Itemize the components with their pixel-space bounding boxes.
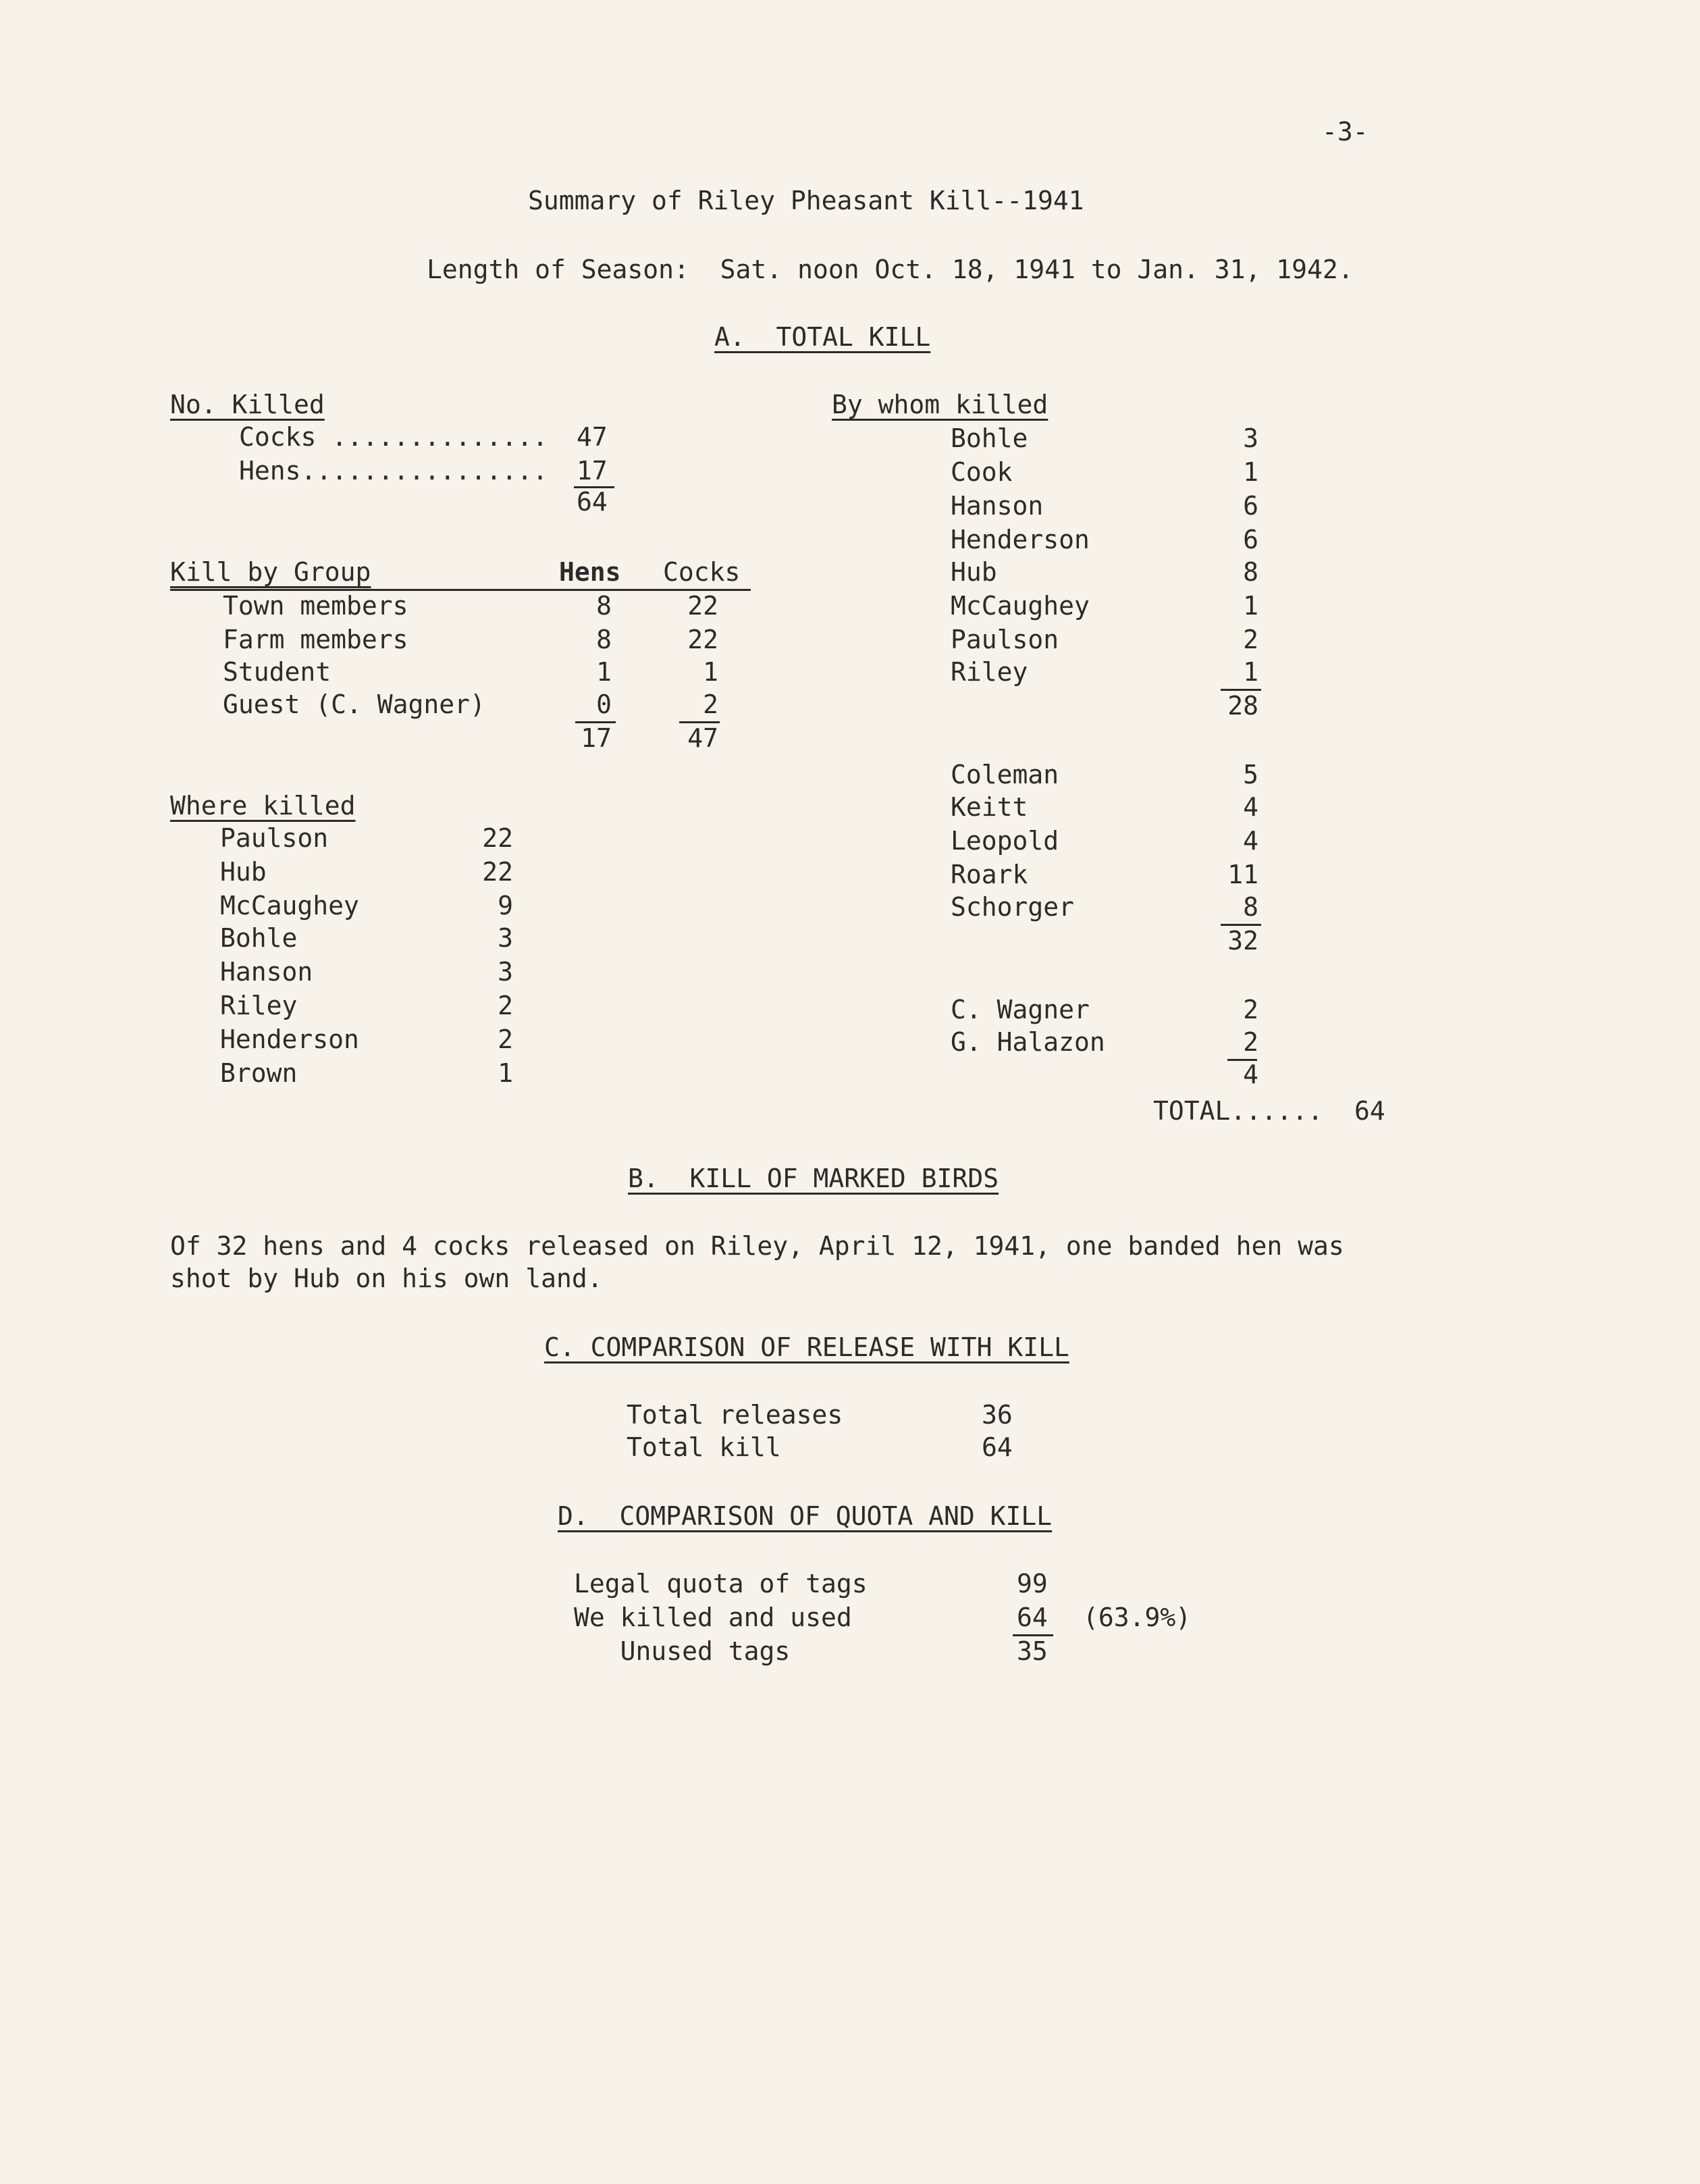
by-whom-row-label: Leopold	[951, 826, 1059, 856]
group-row-label: Guest (C. Wagner)	[223, 690, 485, 719]
where-row-label: Henderson	[220, 1024, 359, 1054]
by-whom-row-value: 3	[1243, 423, 1258, 453]
section-d-percent-note: (63.9%)	[1083, 1603, 1192, 1632]
by-whom-row-value: 5	[1243, 760, 1258, 789]
group-row-label: Student	[223, 657, 331, 687]
group-row-hens: 1	[596, 657, 612, 687]
group-row-cocks: 22	[687, 625, 718, 654]
by-whom-row-value: 1	[1243, 591, 1258, 621]
section-d-row-value: 99	[1017, 1569, 1048, 1598]
where-row-label: Hanson	[220, 957, 313, 987]
by-whom-row-label: Riley	[951, 657, 1028, 687]
where-row-label: Paulson	[220, 823, 329, 853]
where-row-label: Hub	[220, 857, 267, 887]
grand-total-value: 64	[1354, 1096, 1385, 1126]
by-whom-row-label: C. Wagner	[951, 995, 1090, 1024]
by-whom-row-value: 6	[1243, 525, 1258, 554]
section-c-row-value: 64	[982, 1432, 1013, 1462]
where-row-label: Riley	[220, 991, 298, 1020]
where-row-value: 22	[482, 823, 513, 853]
by-whom-row-label: Henderson	[951, 525, 1090, 554]
where-row-value: 3	[498, 923, 513, 953]
by-whom-row-label: Cook	[951, 457, 1013, 487]
by-whom-row-label: G. Halazon	[951, 1027, 1105, 1057]
by-whom-row-value: 4	[1243, 792, 1258, 822]
where-row-value: 22	[482, 857, 513, 887]
by-whom-row-value: 2	[1243, 1027, 1258, 1057]
by-whom-row-value: 4	[1243, 826, 1258, 856]
group-row-cocks: 22	[687, 591, 718, 621]
by-whom-row-value: 1	[1243, 457, 1258, 487]
grand-total-label: TOTAL......	[1153, 1096, 1323, 1126]
where-row-value: 2	[498, 1024, 513, 1054]
where-row-value: 1	[498, 1058, 513, 1088]
by-whom-row-value: 8	[1243, 892, 1258, 922]
group-row-hens: 8	[596, 625, 612, 654]
no-killed-total: 64	[577, 487, 608, 517]
group-total-cocks: 47	[687, 723, 718, 753]
section-c-row-label: Total releases	[627, 1400, 843, 1430]
by-whom-row-label: Schorger	[951, 892, 1075, 922]
group-row-label: Farm members	[223, 625, 408, 654]
section-d-row-label: We killed and used	[574, 1603, 852, 1632]
where-row-value: 9	[498, 891, 513, 920]
where-row-label: Bohle	[220, 923, 298, 953]
section-b-line-2: shot by Hub on his own land.	[170, 1264, 603, 1293]
by-whom-row-label: McCaughey	[951, 591, 1090, 621]
no-killed-cocks-value: 47	[577, 422, 608, 452]
by-whom-row-label: Bohle	[951, 423, 1028, 453]
by-whom-group2-total: 32	[1227, 926, 1258, 956]
by-whom-row-value: 11	[1227, 860, 1258, 889]
where-row-value: 2	[498, 991, 513, 1020]
section-d-row-label: Legal quota of tags	[574, 1569, 868, 1598]
group-row-label: Town members	[223, 591, 408, 621]
where-killed-heading: Where killed	[170, 791, 356, 821]
group-row-cocks: 2	[703, 690, 718, 719]
kill-by-group-heading: Kill by Group	[170, 557, 371, 587]
season-line: Length of Season: Sat. noon Oct. 18, 1941 to Jan. 31, 1942.	[427, 255, 1354, 284]
group-total-hens: 17	[581, 723, 612, 753]
group-row-cocks: 1	[703, 657, 718, 687]
section-c-row-label: Total kill	[627, 1432, 781, 1462]
by-whom-row-label: Hanson	[951, 491, 1044, 521]
by-whom-row-value: 2	[1243, 995, 1258, 1024]
page-number: -3-	[1322, 117, 1369, 147]
by-whom-row-label: Hub	[951, 557, 997, 587]
no-killed-cocks-label: Cocks ..............	[239, 422, 548, 452]
by-whom-group3-total: 4	[1243, 1060, 1258, 1089]
where-row-label: McCaughey	[220, 891, 359, 920]
section-c-row-value: 36	[982, 1400, 1013, 1430]
by-whom-row-label: Paulson	[951, 625, 1059, 654]
by-whom-row-label: Coleman	[951, 760, 1059, 789]
by-whom-row-label: Roark	[951, 860, 1028, 889]
section-c-heading: C. COMPARISON OF RELEASE WITH KILL	[544, 1332, 1069, 1362]
section-d-row-value: 64	[1017, 1603, 1048, 1632]
section-d-row-label: Unused tags	[574, 1636, 791, 1666]
section-d-heading: D. COMPARISON OF QUOTA AND KILL	[558, 1501, 1053, 1531]
where-row-value: 3	[498, 957, 513, 987]
by-whom-row-label: Keitt	[951, 792, 1028, 822]
group-row-hens: 8	[596, 591, 612, 621]
no-killed-hens-label: Hens................	[239, 456, 548, 486]
by-whom-row-value: 2	[1243, 625, 1258, 654]
no-killed-heading: No. Killed	[170, 390, 325, 419]
page-title: Summary of Riley Pheasant Kill--1941	[528, 186, 1084, 215]
section-d-row-value: 35	[1017, 1636, 1048, 1666]
where-row-label: Brown	[220, 1058, 298, 1088]
col-hens-header: Hens	[559, 557, 621, 587]
group-row-hens: 0	[596, 690, 612, 719]
section-a-heading: A. TOTAL KILL	[714, 322, 931, 352]
section-b-heading: B. KILL OF MARKED BIRDS	[628, 1164, 999, 1193]
by-whom-group1-total: 28	[1227, 691, 1258, 721]
by-whom-heading: By whom killed	[832, 390, 1048, 419]
by-whom-row-value: 6	[1243, 491, 1258, 521]
by-whom-row-value: 8	[1243, 557, 1258, 587]
col-cocks-header: Cocks	[663, 557, 741, 587]
no-killed-hens-value: 17	[577, 456, 608, 486]
section-b-line-1: Of 32 hens and 4 cocks released on Riley, April 12, 1941, one banded hen was	[170, 1231, 1344, 1261]
by-whom-row-value: 1	[1243, 657, 1258, 687]
